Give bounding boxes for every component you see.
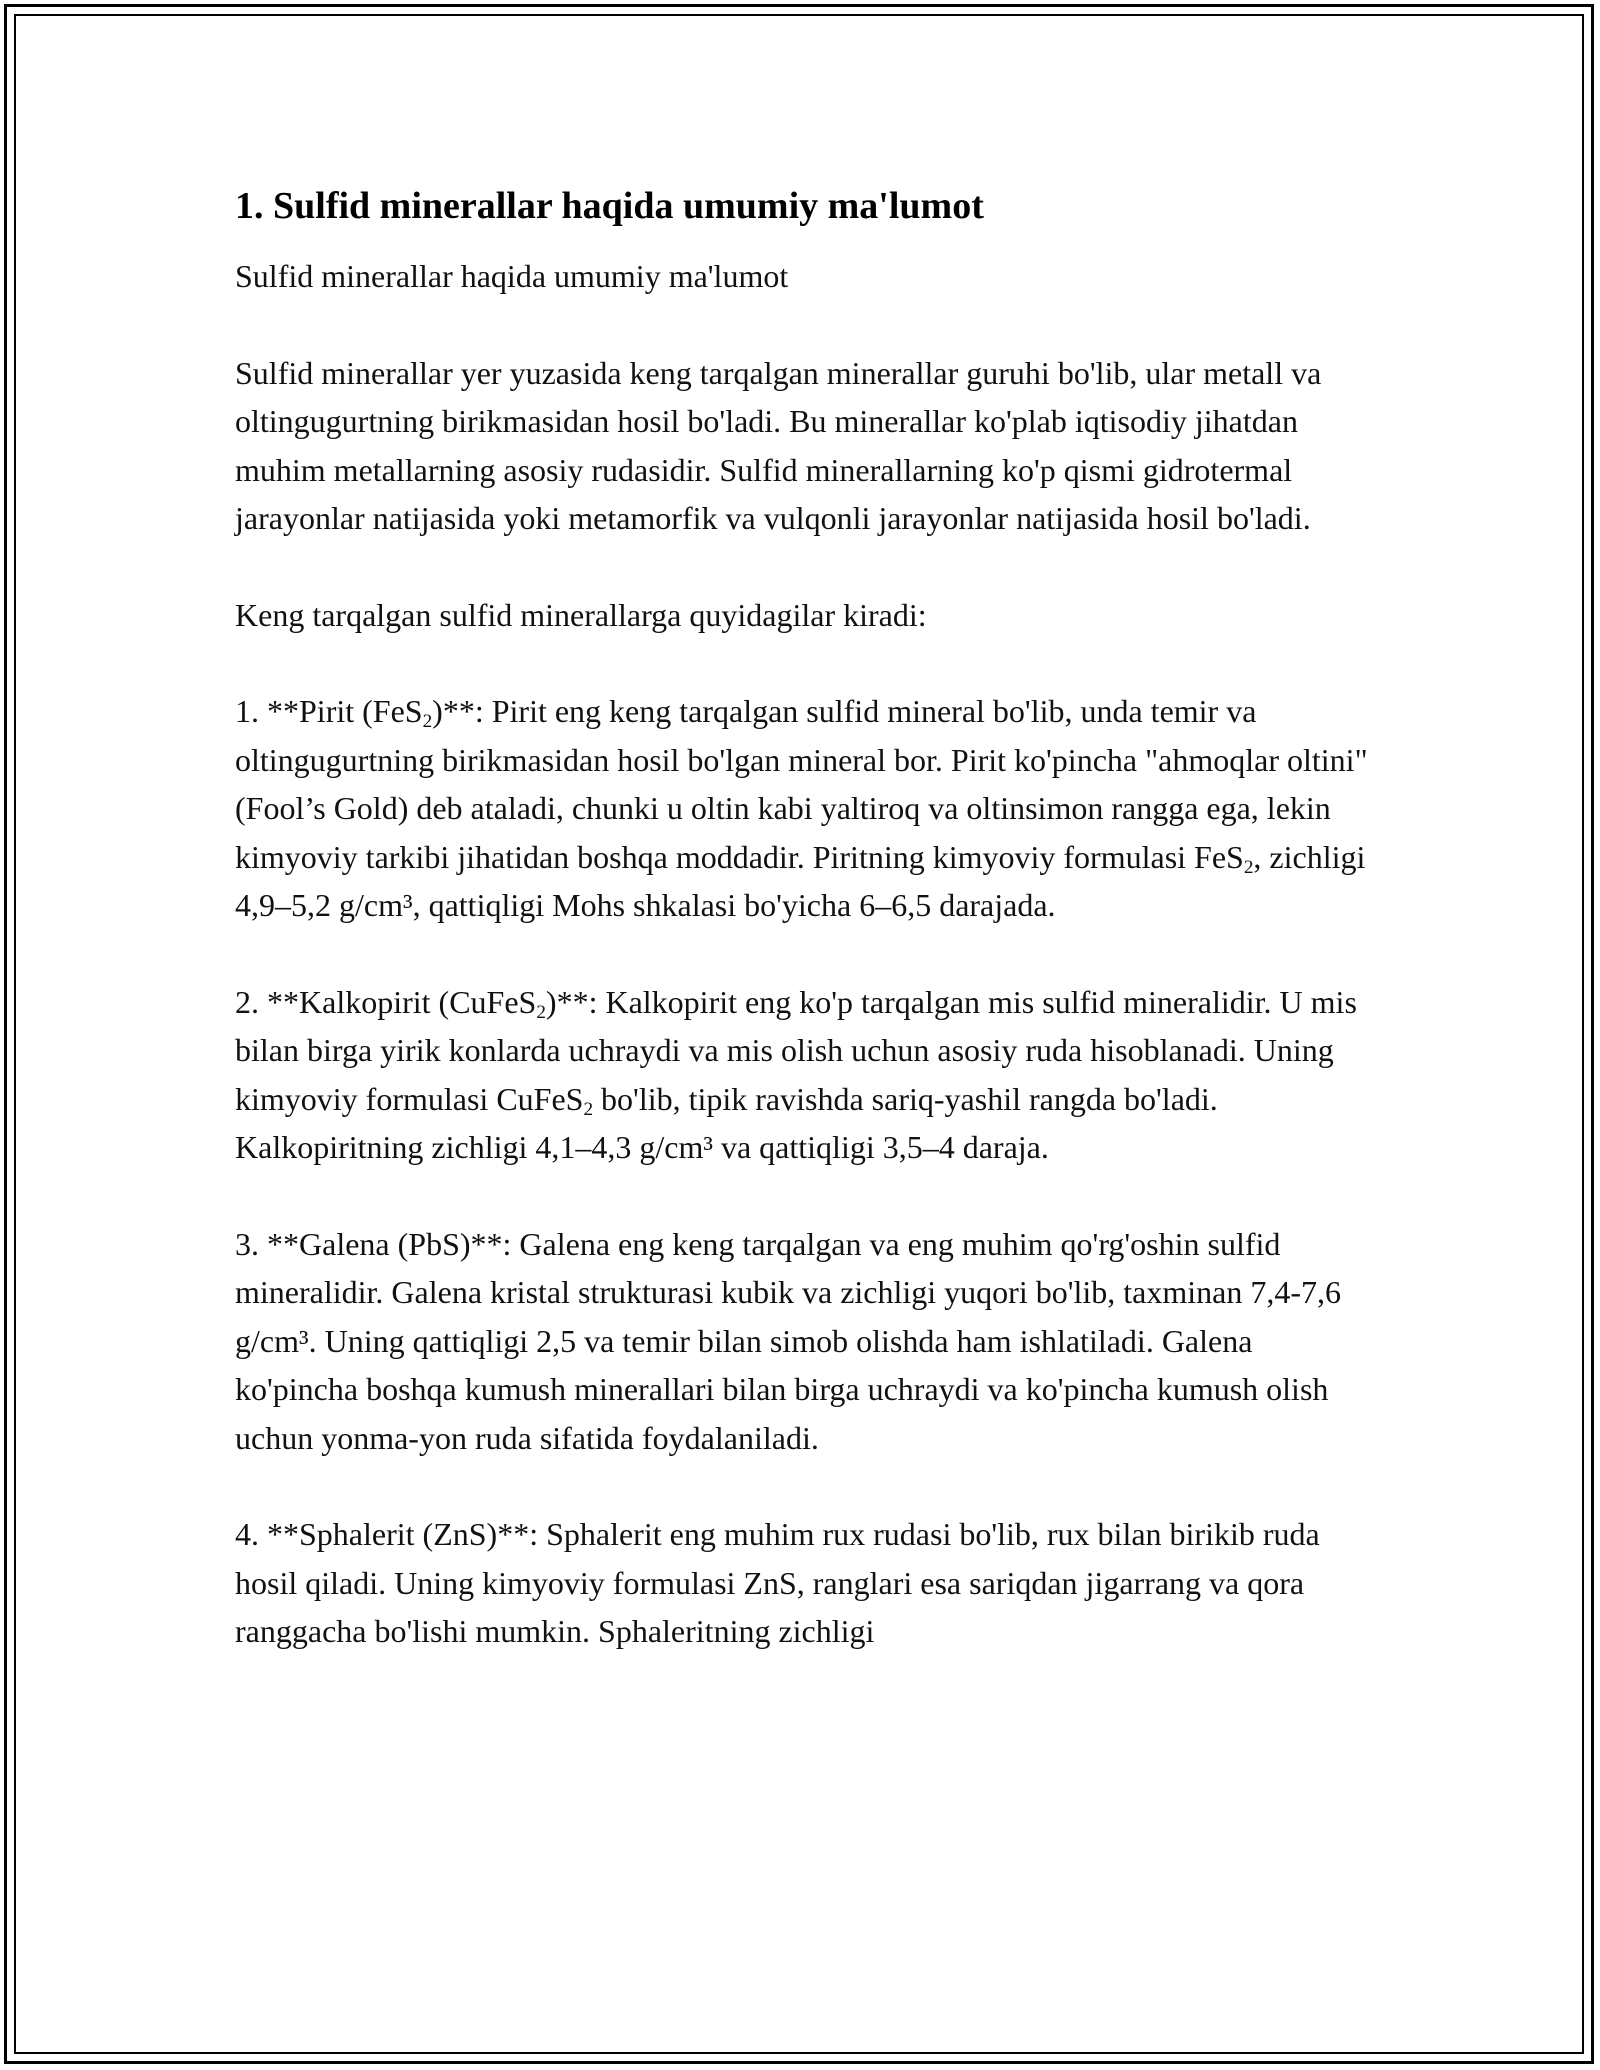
pirit-subscript-2: 2 — [1243, 856, 1254, 878]
intro-paragraph: Sulfid minerallar yer yuzasida keng tarqalgan minerallar guruhi bo'lib, ular metall va oltingugurtning birikmasidan hosil bo'ladi. Bu minerallar ko'plab iqtisodiy jihatdan muhim metallarning asosiy rudasidir. Sulfid minerallarning ko'p qismi gidrotermal jarayonlar natijasida yoki metamorfik va vulqonli jarayonlar natijasida hosil bo'ladi. — [235, 354, 1322, 536]
list-item-galena: 3. **Galena (PbS)**: Galena eng keng tarqalgan va eng muhim qo'rg'oshin sulfid mineralidir. Galena kristal strukturasi kubik va zichligi yuqori bo'lib, taxminan 7,4-7,6 g/cm³. Uning qattiqligi 2,5 va temir bilan simob olishda ham ishlatiladi. Galena ko'pincha boshqa kumush minerallari bilan birga uchraydi va ko'pincha kumush olish uchun yonma-yon ruda sifatida foydalaniladi. — [235, 1225, 1341, 1456]
kalkopirit-subscript-2: 2 — [583, 1098, 594, 1120]
pirit-text-3: , zichligi 4,9–5,2 g/cm³, qattiqligi Mohs shkalasi bo'yicha 6–6,5 darajada. — [235, 838, 1366, 923]
kalkopirit-subscript-1: 2 — [536, 1001, 546, 1023]
pirit-subscript-1: 2 — [422, 710, 433, 732]
kalkopirit-text-3: bo'lib, tipik ravishda sariq-yashil rangda bo'ladi. Kalkopiritning zichligi 4,1–4,3 g/cm³ va qattiqligi 3,5–4 daraja. — [235, 1080, 1218, 1165]
kalkopirit-text-2: )**: Kalkopirit eng ko'p tarqalgan mis sulfid mineralidir. U mis bilan birga yirik konlarda uchraydi va mis olish uchun asosiy ruda hisoblanadi. Uning kimyoviy formulasi CuFeS — [235, 983, 1357, 1117]
kalkopirit-text-1: 2. **Kalkopirit (CuFeS — [235, 983, 537, 1020]
list-item-kalkopirit — [235, 978, 1375, 1172]
document-body — [235, 180, 1375, 1704]
list-item-pirit — [235, 687, 1375, 930]
section-subtitle: Sulfid minerallar haqida umumiy ma'lumot — [235, 258, 789, 294]
section-heading: 1. Sulfid minerallar haqida umumiy ma'lumot — [235, 185, 984, 227]
list-intro: Keng tarqalgan sulfid minerallarga quyidagilar kiradi: — [235, 596, 927, 633]
list-item-sphalerit: 4. **Sphalerit (ZnS)**: Sphalerit eng muhim rux rudasi bo'lib, rux bilan birikib ruda hosil qiladi. Uning kimyoviy formulasi ZnS, ranglari esa sariqdan jigarrang va qora ranggacha bo'lishi mumkin. Sphaleritning zichligi — [235, 1516, 1320, 1649]
pirit-text-1: 1. **Pirit (FeS — [235, 693, 423, 729]
pirit-text-2: )**: Pirit eng keng tarqalgan sulfid mineral bo'lib, unda temir va oltingugurtning birikmasidan hosil bo'lgan mineral bor. Pirit ko'pincha "ahmoqlar oltini" (Fool’s Gold) deb ataladi, chunki u oltin kabi yaltiroq va oltinsimon rangga ega, lekin kimyoviy tarkibi jihatidan boshqa moddadir. Piritning kimyoviy formulasi FeS — [235, 693, 1368, 875]
